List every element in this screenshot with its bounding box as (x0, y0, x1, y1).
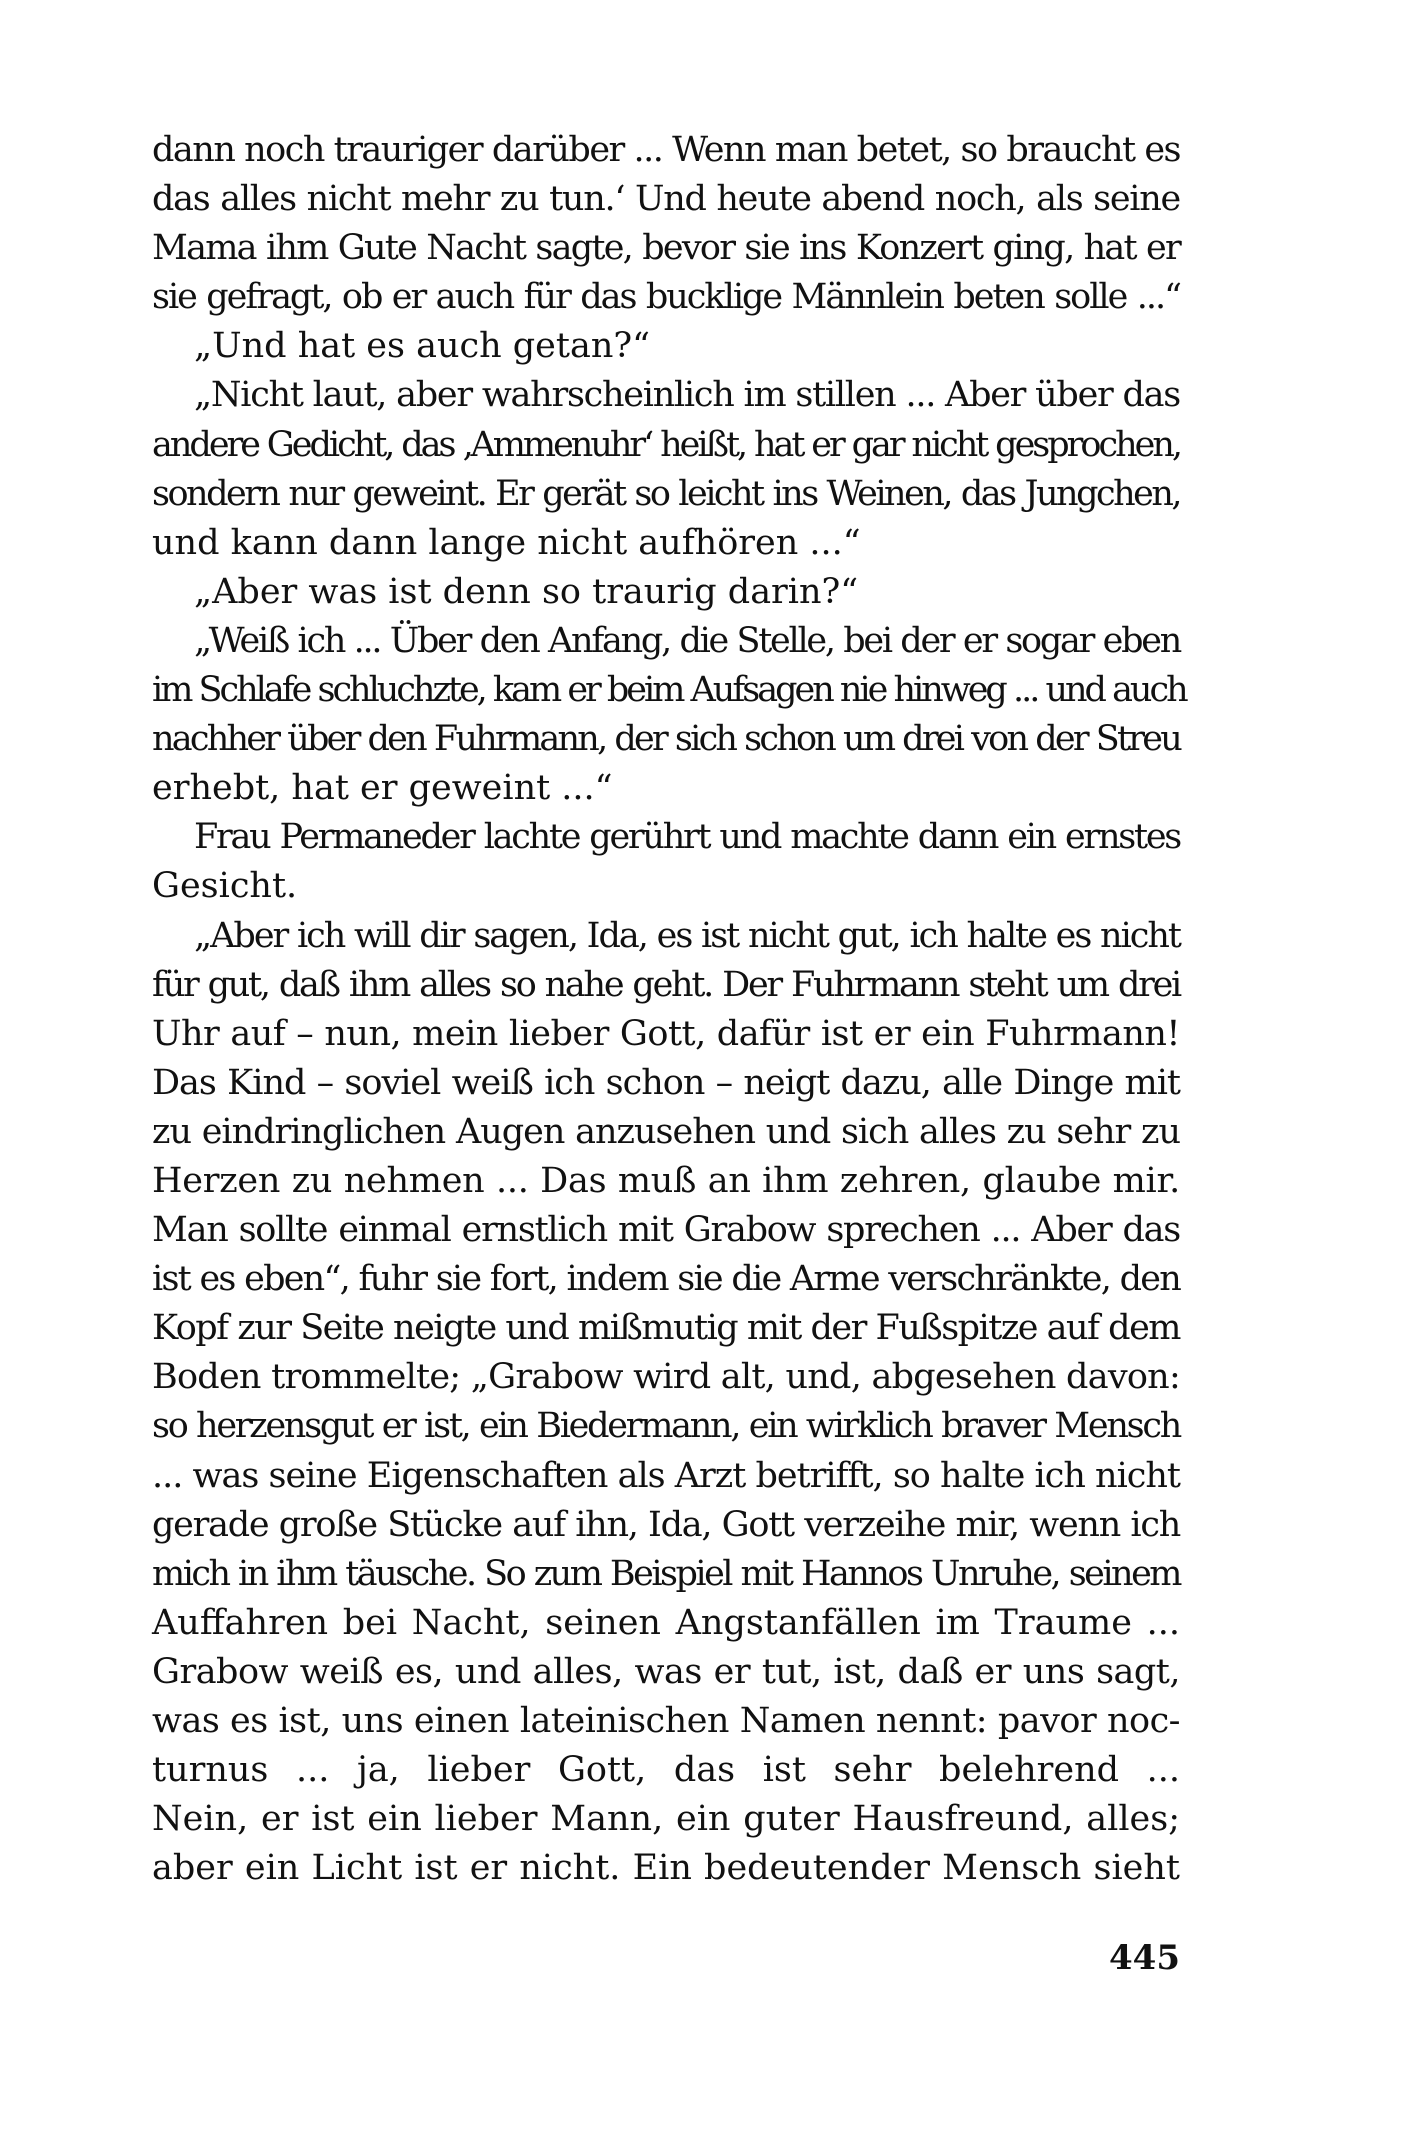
text-line: das alles nicht mehr zu tun.‘ Und heute abend noch, als seine (152, 179, 1180, 220)
text-line: „Nicht laut, aber wahrscheinlich im stillen ... Aber über das (194, 375, 1180, 416)
text-line: gerade große Stücke auf ihn, Ida, Gott verzeihe mir, wenn ich (152, 1504, 1180, 1545)
text-line: was es ist, uns einen lateinischen Namen nennt: pavor noc- (152, 1701, 1180, 1741)
text-line: „Und hat es auch getan?“ (194, 326, 651, 367)
text-line: „Aber ich will dir sagen, Ida, es ist nicht gut, ich halte es nicht (194, 915, 1180, 956)
page-number: 445 (1109, 1938, 1180, 1978)
text-line: für gut, daß ihm alles so nahe geht. Der Fuhrmann steht um drei (152, 964, 1180, 1005)
text-line: dann noch trauriger darüber ... Wenn man betet, so braucht es (152, 130, 1180, 170)
text-line: und kann dann lange nicht aufhören ...“ (152, 522, 861, 563)
text-line: Frau Permaneder lachte gerührt und machte dann ein ernstes (194, 817, 1180, 858)
text-line: Man sollte einmal ernstlich mit Grabow sprechen ... Aber das (152, 1210, 1180, 1251)
text-line: aber ein Licht ist er nicht. Ein bedeutender Mensch sieht (152, 1848, 1180, 1889)
text-line: nachher über den Fuhrmann, der sich schon um drei von der Streu (152, 719, 1180, 760)
text-line: „Aber was ist denn so traurig darin?“ (194, 571, 859, 612)
text-line: im Schlafe schluchzte, kam er beim Aufsagen nie hinweg ... und auch (152, 670, 1186, 711)
text-line: sondern nur geweint. Er gerät so leicht ins Weinen, das Jungchen, (152, 473, 1180, 514)
text-line: ist es eben“, fuhr sie fort, indem sie die Arme verschränkte, den (152, 1259, 1180, 1300)
text-line: so herzensgut er ist, ein Biedermann, ein wirklich braver Mensch (152, 1406, 1180, 1447)
text-line: Das Kind – soviel weiß ich schon – neigt dazu, alle Dinge mit (152, 1062, 1180, 1103)
text-line: mich in ihm täusche. So zum Beispiel mit Hannos Unruhe, seinem (152, 1553, 1180, 1594)
text-line: Grabow weiß es, und alles, was er tut, ist, daß er uns sagt, (152, 1651, 1180, 1692)
text-line: Kopf zur Seite neigte und mißmutig mit der Fußspitze auf dem (152, 1308, 1180, 1349)
text-line: Nein, er ist ein lieber Mann, ein guter Hausfreund, alles; (152, 1799, 1180, 1840)
text-line: turnus ... ja, lieber Gott, das ist sehr belehrend ... (152, 1750, 1180, 1791)
text-line: Mama ihm Gute Nacht sagte, bevor sie ins Konzert ging, hat er (152, 228, 1180, 269)
text-line: „Weiß ich ... Über den Anfang, die Stelle, bei der er sogar eben (194, 620, 1180, 661)
text-line: Gesicht. (152, 866, 298, 907)
text-line: ... was seine Eigenschaften als Arzt betrifft, so halte ich nicht (152, 1455, 1180, 1496)
text-line: sie gefragt, ob er auch für das bucklige Männlein beten solle ...“ (152, 277, 1180, 318)
text-line: Boden trommelte; „Grabow wird alt, und, abgesehen davon: (152, 1357, 1180, 1398)
text-line: erhebt, hat er geweint ...“ (152, 768, 613, 809)
text-line: Auffahren bei Nacht, seinen Angstanfällen im Traume ... (152, 1602, 1180, 1643)
body-text (152, 126, 1186, 1893)
text-line: Uhr auf – nun, mein lieber Gott, dafür ist er ein Fuhrmann! (152, 1013, 1180, 1054)
text-line: andere Gedicht, das ‚Ammenuhr‘ heißt, hat er gar nicht gesprochen, (152, 424, 1180, 465)
text-line: Herzen zu nehmen ... Das muß an ihm zehren, glaube mir. (152, 1160, 1180, 1201)
text-line: zu eindringlichen Augen anzusehen und sich alles zu sehr zu (152, 1111, 1180, 1152)
